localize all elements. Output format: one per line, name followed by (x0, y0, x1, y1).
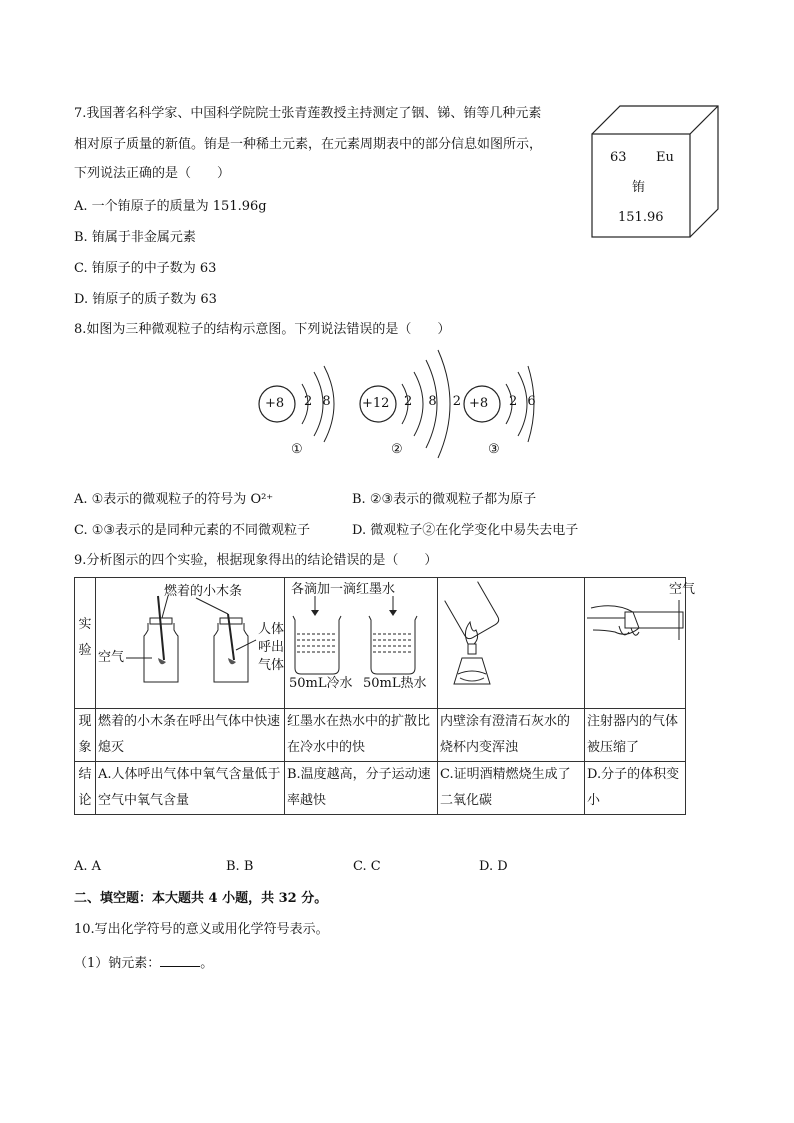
exp2-top-label: 各滴加一滴红墨水 (291, 582, 396, 597)
particle-1-label: ① (291, 442, 303, 457)
particle-3-nucleus: +8 (469, 396, 489, 411)
q9-option-c: C. C (353, 859, 381, 874)
element-name: 铕 (632, 180, 646, 195)
phenomenon-3: 内壁涂有澄清石灰水的烧杯内变浑浊 (438, 709, 585, 762)
exp4-top-label: 空气 (669, 582, 696, 597)
exp1-top-label: 燃着的小木条 (164, 584, 243, 599)
q9-option-a: A. A (74, 859, 102, 874)
conclusion-1: A.人体呼出气体中氧气含量低于空气中氧气含量 (96, 762, 285, 815)
particle-1-shells: 2 8 (304, 394, 334, 409)
q8-option-c: C. ①③表示的是同种元素的不同微观粒子 (74, 523, 311, 538)
particle-1-nucleus: +8 (265, 396, 285, 411)
exp3-burner-image (438, 578, 584, 708)
q8-option-a: A. ①表示的微观粒子的符号为 O²⁺ (74, 492, 274, 507)
exp2-right-label: 50mL热水 (363, 676, 427, 691)
element-card (590, 104, 720, 239)
exp1-right-label-2: 呼出 (258, 640, 285, 655)
q8-option-b: B. ②③表示的微观粒子都为原子 (352, 492, 537, 507)
particle-3-label: ③ (488, 442, 500, 457)
q7-option-d: D. 铕原子的质子数为 63 (74, 292, 217, 307)
exp4-cell (585, 578, 696, 709)
q9-option-d: D. D (479, 859, 508, 874)
row-head-conclusion: 结论 (75, 762, 96, 815)
conclusion-4: D.分子的体积变小 (585, 762, 686, 815)
conclusion-2: B.温度越高，分子运动速率越快 (285, 762, 438, 815)
q7-stem-line1: 7.我国著名科学家、中国科学院院士张青莲教授主持测定了铟、锑、铕等几种元素 (74, 106, 542, 121)
q10-sub1-suffix: 。 (200, 956, 214, 971)
conclusion-3: C.证明酒精燃烧生成了二氧化碳 (438, 762, 585, 815)
particle-2-nucleus: +12 (362, 396, 390, 411)
exp1-right-label-3: 气体 (258, 658, 285, 673)
q8-option-d: D. 微观粒子②在化学变化中易失去电子 (352, 523, 579, 538)
q7-option-b: B. 铕属于非金属元素 (74, 230, 196, 245)
q10-sub1 (74, 954, 213, 972)
section-2-heading: 二、填空题：本大题共 4 小题，共 32 分。 (74, 891, 328, 906)
phenomenon-2: 红墨水在热水中的扩散比在冷水中的快 (285, 709, 438, 762)
q9-stem: 9.分析图示的四个实验，根据现象得出的结论错误的是（ ） (74, 553, 438, 568)
row-head-phenomenon: 现象 (75, 709, 96, 762)
exp1-cell (96, 578, 285, 709)
q10-sub1-answer-blank[interactable] (160, 954, 200, 967)
element-mass: 151.96 (618, 210, 664, 225)
particle-2-label: ② (391, 442, 403, 457)
table-row-conclusion (75, 762, 686, 815)
q10-sub1-prefix: （1）钠元素： (74, 956, 161, 971)
q8-stem: 8.如图为三种微观粒子的结构示意图。下列说法错误的是（ ） (74, 322, 451, 337)
q7-option-a: A. 一个铕原子的质量为 151.96g (74, 199, 267, 214)
q9-table (74, 577, 696, 815)
q7-option-c: C. 铕原子的中子数为 63 (74, 261, 217, 276)
phenomenon-4: 注射器内的气体被压缩了 (585, 709, 686, 762)
particle-2-shells: 2 8 2 (404, 394, 468, 409)
exp2-cell (285, 578, 438, 709)
table-row-experiment (75, 578, 686, 709)
exp1-left-label: 空气 (98, 650, 125, 665)
exp2-left-label: 50mL冷水 (289, 676, 353, 691)
row-head-experiment: 实验 (75, 578, 96, 709)
q7-stem-line3: 下列说法正确的是（ ） (74, 166, 231, 181)
phenomenon-1: 燃着的小木条在呼出气体中快速熄灭 (96, 709, 285, 762)
element-number: 63 (610, 150, 627, 165)
q9-option-b: B. B (226, 859, 254, 874)
element-symbol: Eu (656, 150, 674, 165)
q10-stem: 10.写出化学符号的意义或用化学符号表示。 (74, 922, 329, 937)
particle-3-shells: 2 6 (509, 394, 539, 409)
q7-stem-line2: 相对原子质量的新值。铕是一种稀土元素，在元素周期表中的部分信息如图所示， (74, 137, 543, 152)
table-row-phenomenon (75, 709, 686, 762)
exp1-right-label-1: 人体 (258, 622, 285, 637)
exp3-cell (438, 578, 585, 709)
